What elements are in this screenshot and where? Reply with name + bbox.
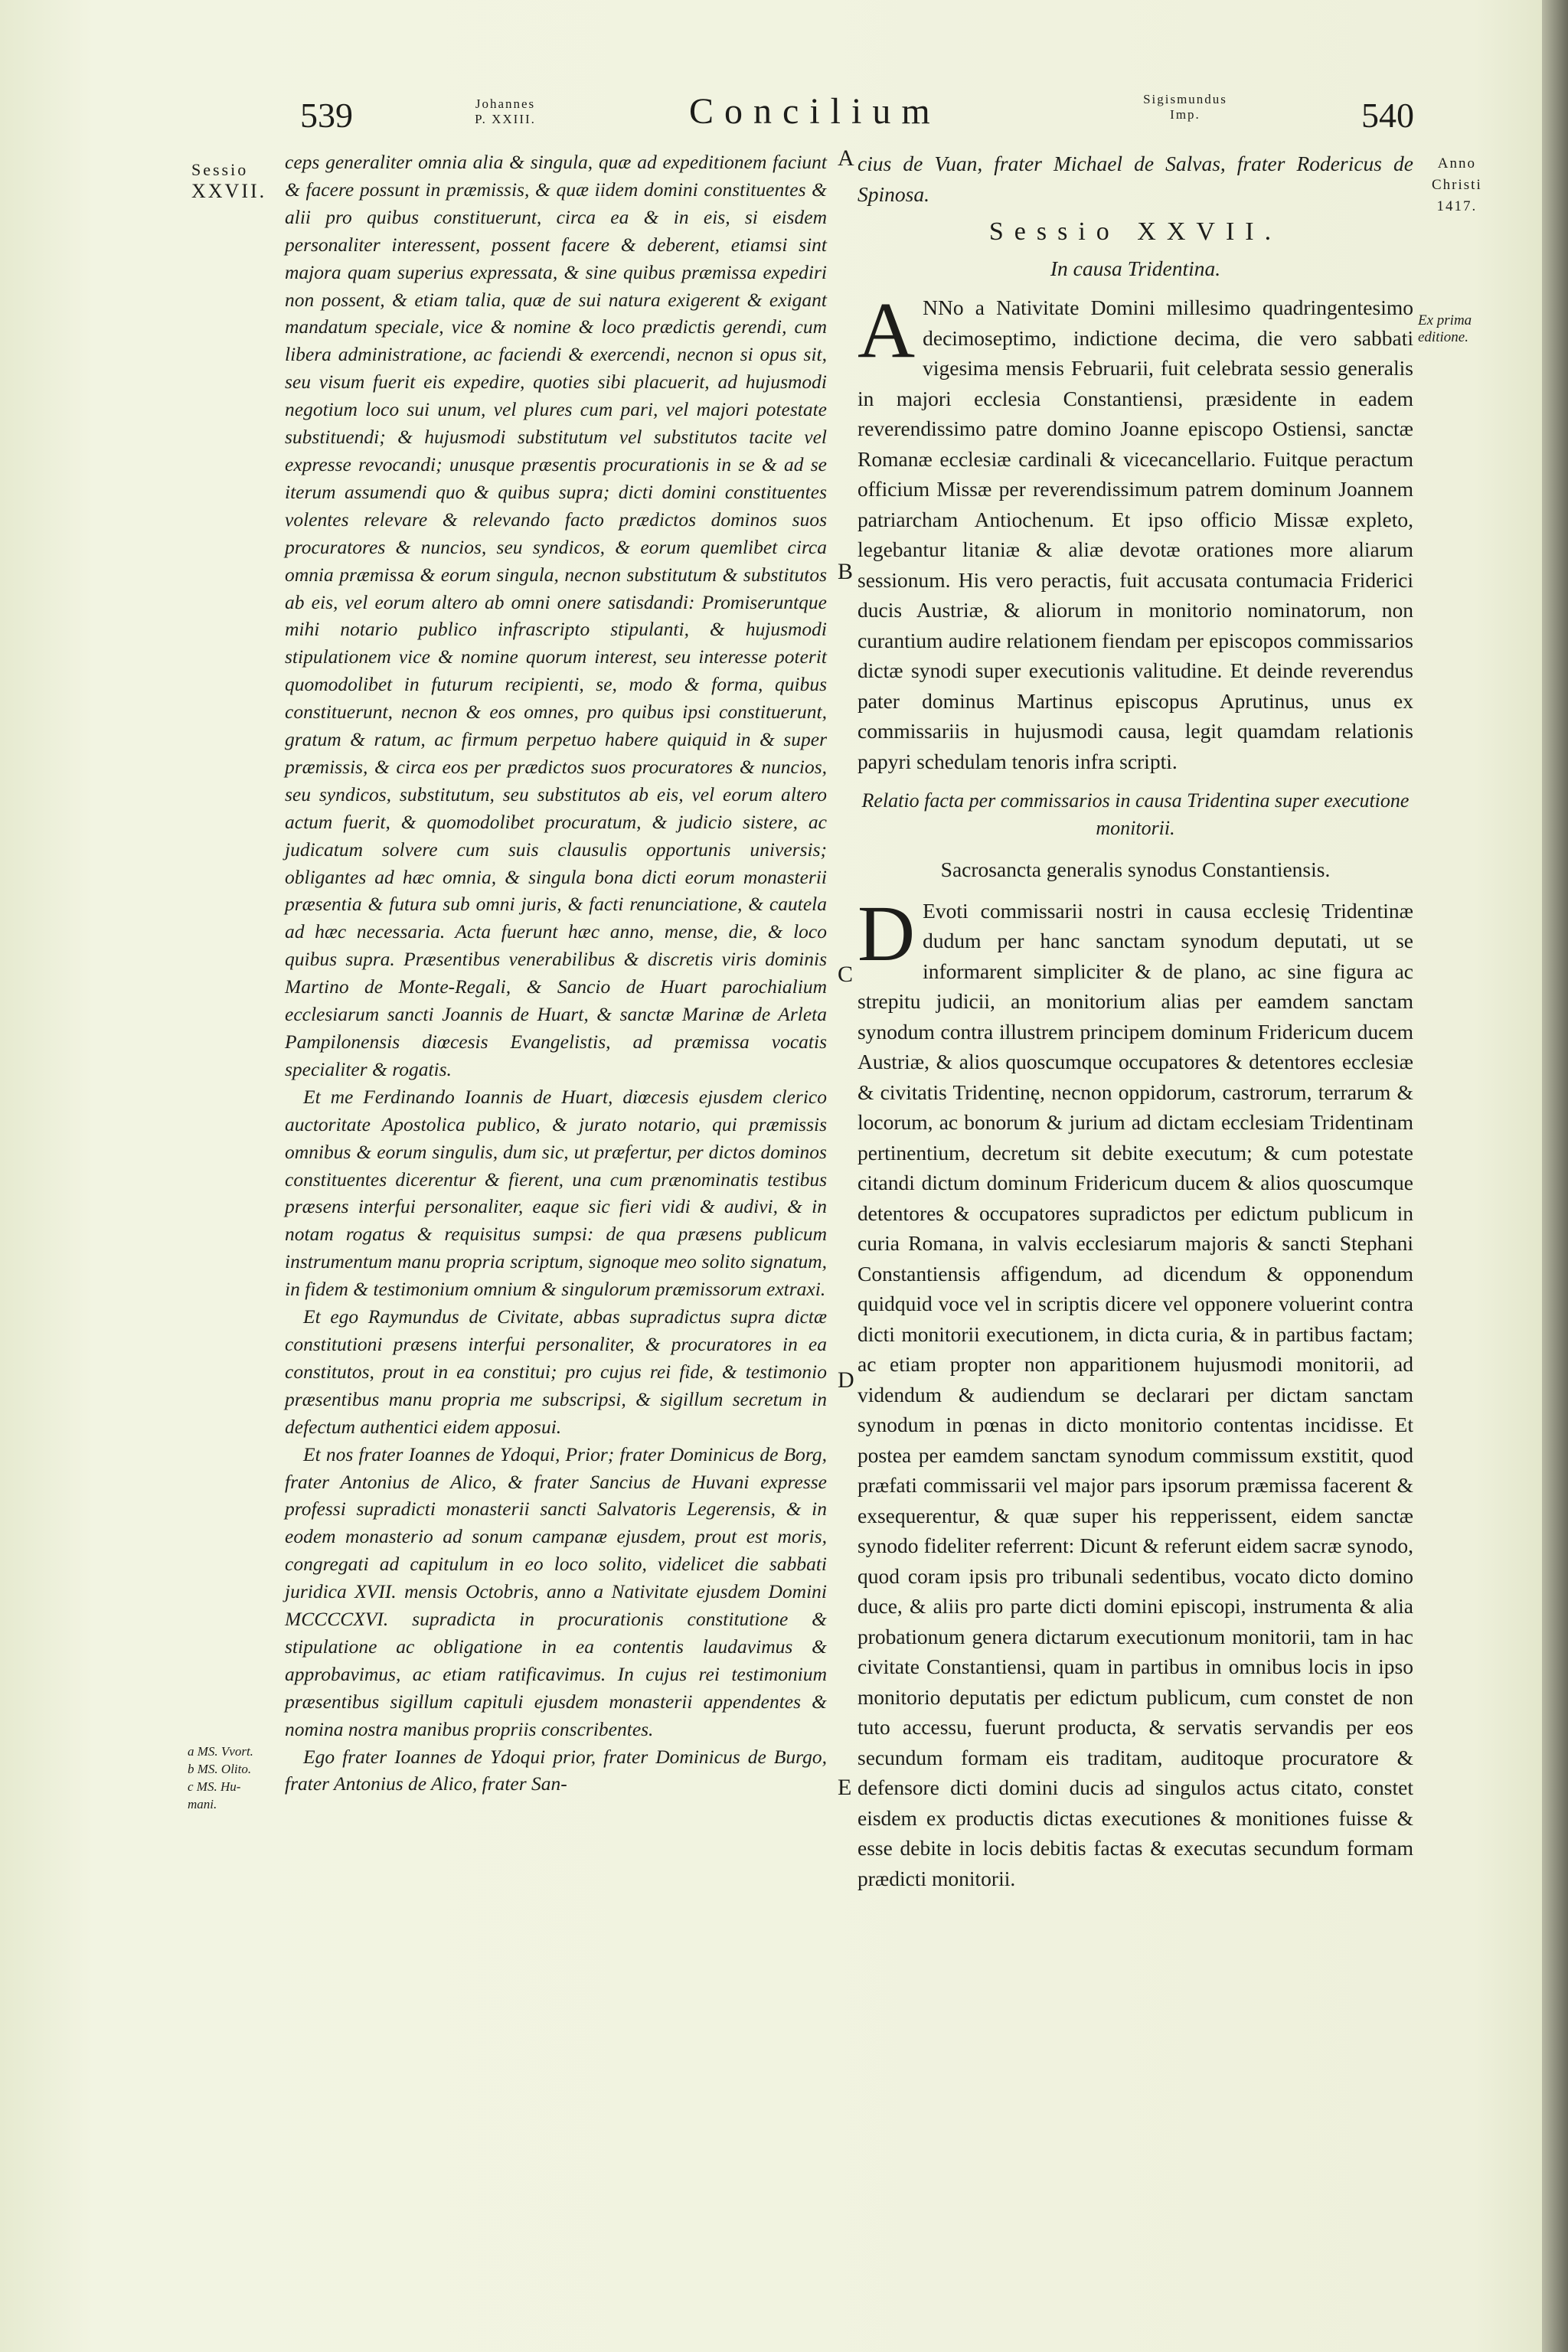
margin-manuscript-notes [188,1743,253,1813]
header-emperor-line1: Sigismundus [1143,92,1227,106]
left-paragraph-notary: Et me Ferdinando Ioannis de Huart, diœcesis ejusdem clerico auctoritate Apostolica publico, & jurato notario, qui præmissis omnibus & eorum singulis, dum sic, ut præfertur, per dictos dominos constituentes dicerentur & fierent, una cum prænominatis testibus præsens interfui personaliter, eaque sic fieri vidi & audivi, & in notam rogatus & requisitus sumpsi: de qua præsens publicum instrumentum manu propria scriptum, signoque meo solito signatum, in fidem & testimonium omnium & singulorum præmissorum extraxi. [285,1085,827,1301]
page-number-right: 540 [1361,96,1414,135]
margin-anno-line2: Christi [1432,177,1482,193]
left-column [285,149,827,1798]
left-paragraph-signatories: Ego frater Ioannes de Ydoqui prior, frater Dominicus de Burgo, frater Antonius de Alico, frater San- [285,1745,827,1795]
relatio-text: Evoti commissarii nostri in causa ecclesię Tridentinæ dudum per hanc sanctam synodum deputati, ut se informarent simpliciter & de plano, ac sine figura ac strepitu judicii, an monitorium alias per eamdem sanctam synodum contra illustrem principem dominum Fridericum ducem Austriæ, & alios quoscumque occupatores & detentores ecclesiæ & civitatis Tridentinę, necnon oppidorum, castrorum, terrarum & locorum, ac bonorum & jurium ad dictam ecclesiam Tridentinam pertinentium, decretum sit debite executum; & cum potestate citandi dictum dominum Fridericum ducem & alios quoscumque detentores & occupatores supradictos per edictum publicum in curia Romana, in valvis ecclesiarum majoris & sancti Stephani Constantiensis affigendum, ad dicendum & opponendum quidquid voce vel in scriptis dicere vel opponere voluerint contra dicti monitorii executionem, in dicta curia, & in partibus factam; ac etiam propter non apparitionem hujusmodi monitorii, ad videndum & audiendum se declarari per dictam sanctam synodum in pœnas in dicto monitorio contentas incidisse. Et postea per eamdem sanctam synodum commissum exstitit, quod præfati commissarii vel major pars ipsorum præmissa facerent & exsequerentur, & quæ super his repperissent, eidem sanctæ synodo fideliter referrent: Dicunt & referunt eidem sacræ synodo, quod coram ipsis pro tribunali sedentibus, vocato dicto domino duce, & aliis pro parte dicti domini episcopi, instrumenta & alia probationum genera dictarum executionum monitorii, tam in hac civitate Constantiensi, quam in partibus in omnibus locis in ipso monitorio deputatis per edictum publicum, cum constet de non tuto accessu, fuerunt producta, & servatis servandis per eos secundum formam eis traditam, auditoque procuratore & defensore dicti domini ducis ad singulos actus citato, constet eisdem ex productis dictas executiones & monitiones fuisse & esse debite in locis debitis factas & executas secundum formam prædicti monitorii. [858,898,1413,1890]
header-emperor-line2: Imp. [1170,107,1200,122]
running-title: Concilium [689,91,941,132]
header-pope-line1: Johannes [475,96,536,111]
relatio-heading: Relatio facta per commissarios in causa Tridentina super executione monitorii. [861,789,1410,839]
margin-sessio-line1: Sessio [191,160,249,179]
section-letter-c: C [838,962,854,987]
ms-note: b MS. Olito. [188,1762,252,1776]
margin-edition-note [1418,312,1472,346]
header-pope-line2: P. XXIII. [475,112,536,126]
page-binding-edge [1542,0,1568,2352]
left-paragraph-continuation: ceps generaliter omnia alia & singula, quæ ad expeditionem faciunt & facere possunt in præmissis, & quæ iidem domini constituentes & alii pro quibus constituerunt, circa ea & in eis, si eisdem personaliter interessent, possent facere & deberent, etiamsi sint majora quam superius expressata, & sine quibus præmissa expediri non possent, & etiam talia, quæ de sui natura exigerent & exigant mandatum speciale, vice & nomine & loco prædictis gerendi, cum libera administratione, ac faciendi & exercendi, necnon si opus sit, seu visum fuerit eis expedire, quoties sibi placuerit, ad hujusmodi negotium loco sui unum, vel plures cum pari, vel majori potestate substituendi; & hujusmodi substitutum vel substitutos tacite vel expresse revocandi; unusque præsentis procurationis in se & ad se iterum assumendi quo & quibus supra; dicti domini constituentes volentes relevare & relevando facto prædictos dominos suos procuratores & nuncios, seu syndicos, & eorum quemlibet circa omnia præmissa & eorum singula, necnon substitutum & substitutos ab eis, vel eorum altero ab omni onere satisdandi: Promiseruntque mihi notario publico infrascripto stipulanti, & hujusmodi stipulationem vice & nomine quorum interest, seu interesse poterit quomodolibet in futurum recipienti, se, modo & forma, quibus constituerunt, necnon & eos omnes, pro quibus ipsi constituerunt, gratum & ratum, ac firmum perpetuo habere quiquid in & super præmissis, & circa eos per prædictos suos procuratores & nuncios, seu syndicos, substitutum, seu substitutos ab eis, vel eorum altero actum fuerit, & quomodolibet procuratum, & judicio sistere, ac judicatum solvere cum suis clausulis opportunis universis; obligantes ad hæc omnia, & singula bona dicti eorum monasterii præsentia & futura sub omni juris, & facti renunciatione, & cautela ad hæc necessaria. Acta fuerunt hæc anno, mense, die, & loco quibus supra. Præsentibus venerabilibus & discretis viris dominis Martino de Monte-Regali, & Sancio de Huart parochialium ecclesiarum sancti Joannis de Huart, & sanctæ Marinæ de Arleta Pampilonensis diœcesis Evangelistis, ad præmissa vocatis specialiter & rogatis. [285,151,827,1080]
session-heading: Sessio XXVII. [988,217,1282,246]
margin-sessio-line2: XXVII. [191,180,267,202]
margin-edition-line1: Ex prima [1418,312,1472,328]
section-letter-a: A [838,145,854,171]
margin-sessio [191,159,266,202]
session-opening-text: NNo a Nativitate Domini millesimo quadringentesimo decimoseptimo, indictione decima, die vero sabbati vigesima mensis Februarii, fuit celebrata sessio generalis in majori ecclesia Constantiensi, præsidente in eadem reverendissimo patre domino Joanne episcopo Ostiensi, sanctæ Romanæ ecclesiæ cardinali & vicecancellario. Fuitque peractum officium Missæ per reverendissimum patrem dominum Joannem patriarcham Antiochenum. Et ipso officio Missæ expleto, legebantur litaniæ & aliæ devotæ orationes more aliarum sessionum. His vero peractis, fuit accusata contumacia Friderici ducis Austriæ, & aliorum in monitorio nominatorum, non curantium audire relationem fiendam per episcopos commissarios dictæ synodi super executionis valitudine. Et deinde reverendus pater dominus Martinus episcopus Aprutinus, unus ex commissariis in hujusmodi causa, legit quamdam relationis papyri schedulam tenoris infra scripti. [858,296,1413,773]
header-pope [459,96,551,127]
left-paragraph-chapter: Et nos frater Ioannes de Ydoqui, Prior; frater Dominicus de Borg, frater Antonius de Alico, & frater Sancius de Huvani expresse professi supradicti monasterii sancti Salvatoris Legerensis, & in eodem monasterio ad sonum campanæ ejusdem, prout est moris, congregati ad capitulum in eo loco solito, videlicet die sabbati juridica XVII. mensis Octobris, anno a Nativitate ejusdem Domini MCCCCXVI. supradicta in procurationis constitutione & stipulatione ac obligatione in ea contentis laudavimus & approbavimus, ac etiam ratificavimus. In cujus rei testimonium præsentibus sigillum capituli ejusdem monasterii appendentes & nomina nostra manibus propriis conscribentes. [285,1442,827,1740]
ms-note: mani. [188,1797,217,1811]
drop-cap-a: A [858,286,916,374]
section-letter-d: D [838,1367,854,1393]
synod-heading: Sacrosancta generalis synodus Constantiensis. [940,858,1331,881]
right-column [858,149,1413,1893]
margin-anno-christi [1432,153,1482,217]
section-letter-b: B [838,559,854,584]
relatio-paragraph [858,889,1413,1894]
header-emperor [1109,92,1262,122]
section-letter-e: E [838,1775,852,1800]
ms-note: c MS. Hu- [188,1779,241,1794]
session-subtitle: In causa Tridentina. [1050,256,1221,280]
page-number-left: 539 [300,96,353,135]
drop-cap-d: D [858,889,916,978]
margin-anno-line3: 1417. [1436,198,1478,214]
margin-anno-line1: Anno [1437,155,1476,172]
margin-edition-line2: editione. [1418,329,1468,345]
right-continuation: cius de Vuan, frater Michael de Salvas, frater Rodericus de Spinosa. [858,152,1413,206]
session-opening-paragraph [858,286,1413,776]
left-paragraph-abbot: Et ego Raymundus de Civitate, abbas supradictus supra dictæ constitutioni præsens interfui personaliter, & procuratores in ea constitutos, prout in ea constitui; pro cujus rei fide, & testimonio præsentibus manu propria me subscripsi, & sigillum secretum in defectum authentici eidem apposui. [285,1305,827,1438]
ms-note: a MS. Vvort. [188,1744,253,1759]
